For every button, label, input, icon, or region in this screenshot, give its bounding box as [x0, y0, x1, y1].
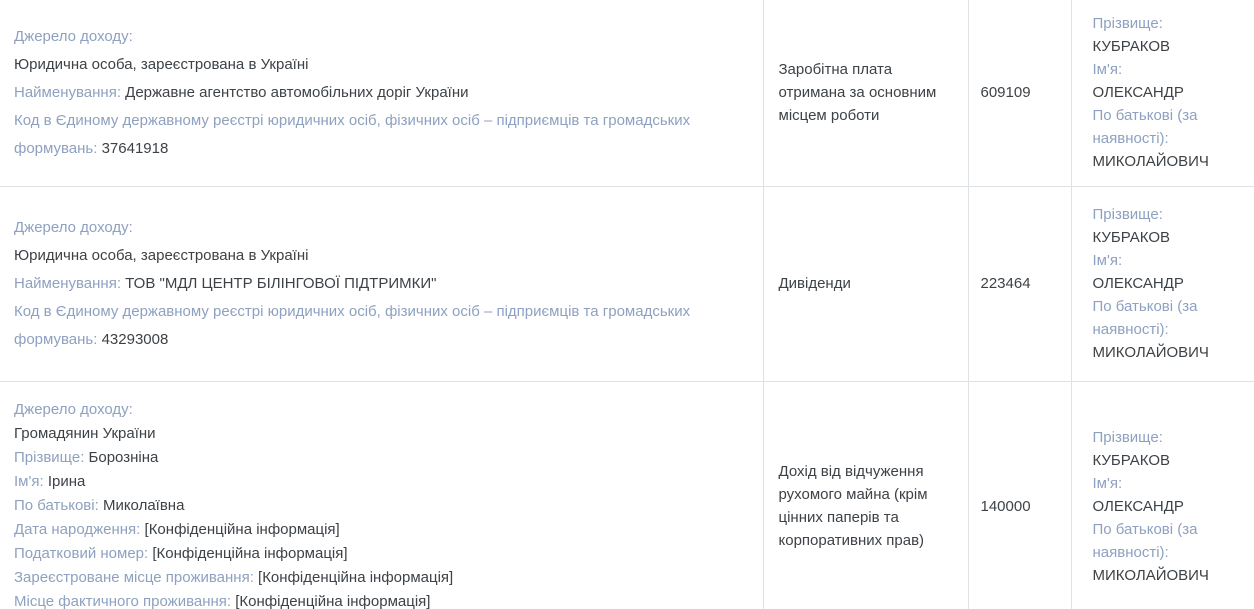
person-field-value: МИКОЛАЙОВИЧ [1092, 344, 1209, 361]
source-field-line [14, 470, 743, 494]
person-cell [1071, 381, 1254, 609]
person-field-value: ОЛЕКСАНДР [1092, 84, 1184, 102]
source-cell [0, 186, 763, 381]
person-field-label: Ім'я: [1092, 61, 1123, 79]
field-label: Джерело доходу: [14, 218, 133, 236]
person-field-value: МИКОЛАЙОВИЧ [1092, 566, 1209, 584]
source-field-line [14, 494, 743, 518]
amount-cell: 609109 [968, 0, 1071, 186]
source-field-line [14, 326, 743, 354]
field-label: Прізвище: [14, 449, 89, 467]
person-field-label: Прізвище: [1092, 428, 1163, 446]
source-field-line [14, 518, 743, 542]
source-field-line [14, 23, 743, 51]
field-label: Джерело доходу: [14, 401, 133, 419]
source-field-line [14, 398, 743, 422]
income-type-cell: Дохід від відчуження рухомого майна (крім цінних паперів та корпоративних прав) [763, 381, 968, 609]
field-value: Борозніна [88, 449, 159, 467]
person-field-label: По батькові (за наявності): [1092, 520, 1198, 561]
income-row [0, 0, 1254, 186]
field-label: Податковий номер: [14, 545, 153, 563]
person-cell [1071, 0, 1254, 186]
field-label: По батькові: [14, 497, 103, 515]
field-label: Зареєстроване місце проживання: [14, 569, 259, 587]
person-field-label: Прізвище: [1092, 15, 1163, 33]
person-field-label: Ім'я: [1092, 474, 1123, 492]
source-field-line [14, 446, 743, 470]
source-field-line [14, 79, 743, 107]
person-cell [1071, 186, 1254, 381]
source-field-line [14, 298, 743, 326]
field-value: 37641918 [101, 139, 169, 157]
field-label: Дата народження: [14, 521, 145, 539]
source-field-line [14, 590, 743, 609]
field-label: Ім'я: [14, 473, 48, 491]
person-field-label: По батькові (за наявності): [1092, 107, 1198, 148]
income-row [0, 186, 1254, 381]
income-type-cell: Заробітна плата отримана за основним місцем роботи [763, 0, 968, 186]
source-field-line [14, 242, 743, 270]
source-field-line [14, 422, 743, 446]
field-value: [Конфіденційна інформація] [152, 545, 348, 563]
field-value: [Конфіденційна інформація] [235, 593, 431, 609]
field-value: Миколаївна [102, 497, 185, 515]
field-label: Місце фактичного проживання: [14, 593, 236, 609]
field-value: [Конфіденційна інформація] [258, 569, 454, 587]
person-field-value: КУБРАКОВ [1092, 38, 1171, 56]
field-label: Джерело доходу: [14, 27, 133, 45]
person-field-value: ОЛЕКСАНДР [1092, 497, 1184, 515]
field-value: Державне агентство автомобільних доріг України [125, 83, 469, 101]
income-row [0, 381, 1254, 609]
field-value: [Конфіденційна інформація] [144, 521, 340, 539]
source-field-line [14, 51, 743, 79]
source-cell [0, 381, 763, 609]
field-value: Ірина [47, 473, 86, 491]
amount-cell: 140000 [968, 381, 1071, 609]
field-label: формувань: [14, 330, 102, 348]
source-cell [0, 0, 763, 186]
income-type-cell: Дивіденди [763, 186, 968, 381]
source-field-line [14, 542, 743, 566]
field-label: Код в Єдиному державному реєстрі юридичних осіб, фізичних осіб – підприємців та громадських [14, 111, 691, 129]
field-label: формувань: [14, 139, 102, 157]
source-field-line [14, 270, 743, 298]
field-label: Найменування: [14, 83, 126, 101]
person-field-value: КУБРАКОВ [1092, 229, 1171, 246]
field-value: 43293008 [101, 330, 169, 348]
field-label: Код в Єдиному державному реєстрі юридичних осіб, фізичних осіб – підприємців та громадських [14, 302, 691, 320]
person-field-label: По батькові (за наявності): [1092, 298, 1198, 338]
field-value: Громадянин України [14, 425, 156, 443]
person-field-label: Прізвище: [1092, 206, 1163, 223]
field-value: ТОВ "МДЛ ЦЕНТР БІЛІНГОВОЇ ПІДТРИМКИ" [125, 274, 437, 292]
person-field-value: МИКОЛАЙОВИЧ [1092, 153, 1209, 171]
source-field-line [14, 214, 743, 242]
field-label: Найменування: [14, 274, 126, 292]
person-field-value: КУБРАКОВ [1092, 451, 1171, 469]
person-field-value: ОЛЕКСАНДР [1092, 275, 1184, 292]
source-field-line [14, 135, 743, 163]
field-value: Юридична особа, зареєстрована в Україні [14, 55, 309, 73]
source-field-line [14, 107, 743, 135]
amount-cell: 223464 [968, 186, 1071, 381]
field-value: Юридична особа, зареєстрована в Україні [14, 246, 309, 264]
person-field-label: Ім'я: [1092, 252, 1123, 269]
source-field-line [14, 566, 743, 590]
